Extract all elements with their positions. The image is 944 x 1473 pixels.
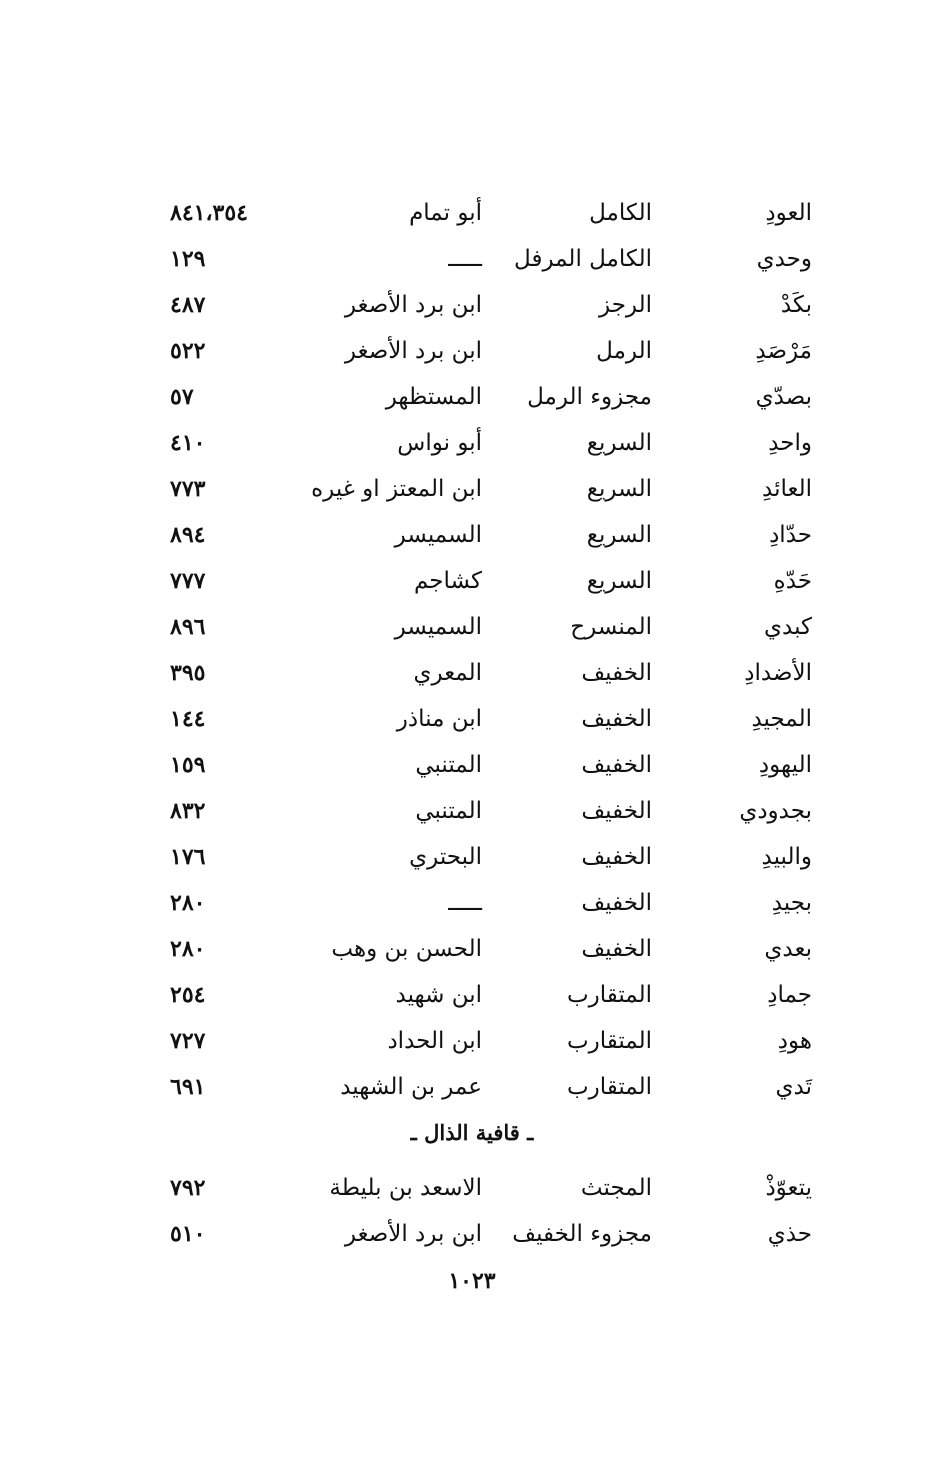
rhyme-word: واحدِ	[768, 430, 812, 456]
table-row	[120, 374, 820, 420]
rhyme-word: بجيدِ	[771, 890, 812, 916]
meter: الخفيف	[581, 706, 652, 732]
rhyme-index-table	[120, 190, 820, 1110]
page-refs: ١٤٤	[170, 706, 206, 732]
rhyme-word: جمادِ	[767, 982, 812, 1008]
meter: المتقارب	[566, 1074, 652, 1100]
poet: ابن مناذر	[396, 706, 482, 732]
meter: السريع	[586, 568, 652, 594]
page-refs: ٥١٠	[170, 1221, 206, 1247]
poet: المعري	[413, 660, 482, 686]
poet: عمر بن الشهيد	[340, 1074, 482, 1100]
poet: ابن الحداد	[387, 1028, 482, 1054]
meter: الخفيف	[581, 844, 652, 870]
table-row	[120, 466, 820, 512]
page-refs: ٦٩١	[170, 1074, 206, 1100]
table-row	[120, 512, 820, 558]
rhyme-word: المجيدِ	[751, 706, 812, 732]
meter: الخفيف	[581, 890, 652, 916]
poet: السميسر	[394, 522, 482, 548]
rhyme-word: هودِ	[777, 1028, 812, 1054]
table-row	[120, 650, 820, 696]
page-refs: ٧٧٣	[170, 476, 206, 502]
meter: الرمل	[596, 338, 652, 364]
table-row	[120, 1211, 820, 1257]
rhyme-word: تَدي	[775, 1074, 812, 1100]
meter: المتقارب	[566, 1028, 652, 1054]
rhyme-word: بعدي	[764, 936, 812, 962]
page-refs: ٧٧٧	[170, 568, 206, 594]
poet: السميسر	[394, 614, 482, 640]
table-row	[120, 604, 820, 650]
rhyme-word: حذي	[767, 1221, 812, 1247]
meter: الخفيف	[581, 752, 652, 778]
poet: ابن برد الأصغر	[344, 338, 482, 364]
rhyme-word: كبدي	[764, 614, 812, 640]
rhyme-word: حَدّهِ	[773, 568, 812, 594]
page-refs: ١٢٩	[170, 246, 206, 272]
meter: الخفيف	[581, 936, 652, 962]
meter: الرجز	[599, 292, 652, 318]
page-refs: ٢٨٠	[170, 890, 206, 916]
rhyme-index-table-dhal	[120, 1165, 820, 1257]
page-refs: ٢٥٤	[170, 982, 206, 1008]
poet: الحسن بن وهب	[331, 936, 482, 962]
rhyme-word: بكَدْ	[780, 292, 812, 318]
meter: المتقارب	[566, 982, 652, 1008]
poet: ابن شهيد	[395, 982, 482, 1008]
meter: مجزوء الخفيف	[512, 1221, 652, 1247]
rhyme-word: العودِ	[765, 200, 812, 226]
table-row	[120, 1018, 820, 1064]
table-row	[120, 696, 820, 742]
meter: السريع	[586, 476, 652, 502]
section-heading: ـ قافية الذال ـ	[410, 1120, 534, 1145]
page-refs: ٥٢٢	[170, 338, 206, 364]
page-refs: ٨٩٦	[170, 614, 206, 640]
poet: كشاجم	[413, 568, 482, 594]
meter: المنسرح	[570, 614, 652, 640]
page-refs: ٨٩٤	[170, 522, 206, 548]
page-refs: ٤١٠	[170, 430, 206, 456]
table-row	[120, 282, 820, 328]
table-row	[120, 880, 820, 926]
page-refs: ٧٢٧	[170, 1028, 206, 1054]
rhyme-word: بصدّي	[755, 384, 812, 410]
meter: الكامل المرفل	[514, 246, 652, 272]
rhyme-word: العائدِ	[762, 476, 812, 502]
poet: البحتري	[409, 844, 482, 870]
meter: السريع	[586, 430, 652, 456]
table-row	[120, 742, 820, 788]
meter: الخفيف	[581, 798, 652, 824]
page-refs: ٨٣٢	[170, 798, 206, 824]
poet: المتنبي	[415, 752, 482, 778]
poet: المتنبي	[415, 798, 482, 824]
table-row	[120, 972, 820, 1018]
page-refs: ١٥٩	[170, 752, 206, 778]
page-refs: ١٧٦	[170, 844, 206, 870]
poet: الاسعد بن بليطة	[329, 1175, 482, 1201]
poet: ابن برد الأصغر	[344, 1221, 482, 1247]
table-row	[120, 328, 820, 374]
page-refs: ٢٨٠	[170, 936, 206, 962]
page-refs: ٧٩٢	[170, 1175, 206, 1201]
page-refs: ٤٨٧	[170, 292, 206, 318]
table-row	[120, 190, 820, 236]
meter: الخفيف	[581, 660, 652, 686]
table-row	[120, 236, 820, 282]
poet: ابن برد الأصغر	[344, 292, 482, 318]
table-row	[120, 420, 820, 466]
table-row	[120, 834, 820, 880]
rhyme-word: وحدي	[756, 246, 812, 272]
page-refs: ٨٤١،٣٥٤	[170, 200, 248, 226]
poet: أبو تمام	[409, 200, 482, 226]
table-row	[120, 788, 820, 834]
poet: المستظهر	[385, 384, 482, 410]
rhyme-word: والبيدِ	[761, 844, 812, 870]
poet: ابن المعتز او غيره	[311, 476, 482, 502]
table-row	[120, 926, 820, 972]
rhyme-word: الأضدادِ	[744, 660, 812, 686]
page-refs: ٥٧	[170, 384, 194, 410]
meter: مجزوء الرمل	[527, 384, 652, 410]
table-row	[120, 1165, 820, 1211]
meter: السريع	[586, 522, 652, 548]
rhyme-word: يتعوّذْ	[765, 1175, 812, 1201]
page-number: ١٠٢٣	[448, 1268, 496, 1294]
meter: المجتث	[580, 1175, 652, 1201]
poet: ـــــ	[448, 890, 482, 916]
rhyme-word: حدّادِ	[769, 522, 812, 548]
rhyme-word: بجدودي	[739, 798, 812, 824]
poet: ـــــ	[448, 246, 482, 272]
page-refs: ٣٩٥	[170, 660, 206, 686]
table-row	[120, 1064, 820, 1110]
rhyme-word: مَرْصَدِ	[755, 338, 812, 364]
rhyme-word: اليهودِ	[758, 752, 812, 778]
poet: أبو نواس	[397, 430, 482, 456]
meter: الكامل	[589, 200, 652, 226]
table-row	[120, 558, 820, 604]
